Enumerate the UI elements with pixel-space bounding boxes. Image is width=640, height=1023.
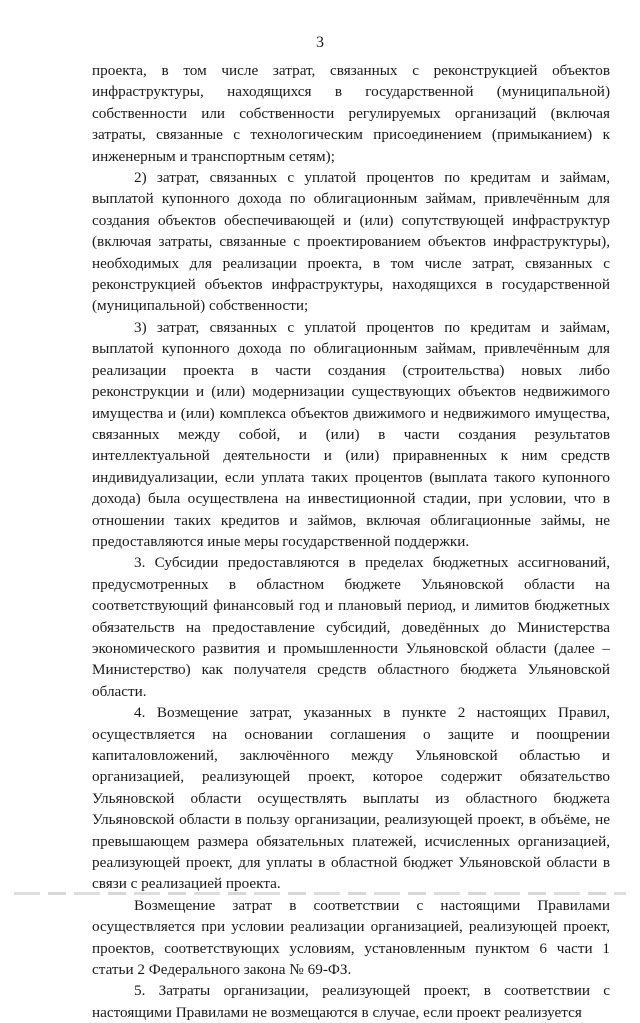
paragraph-continuation: проекта, в том числе затрат, связанных с реконструкцией объектов инфраструктуры, находящихся в государственной (муниципальной) собственности или собственности регулируемых организаций (включая затраты, связанные с технологическим присоединением (примыканием) к инженерным и транспортным сетям);	[92, 62, 610, 165]
page-number: 3	[316, 34, 324, 51]
paragraph-clause-5: 5. Затраты организации, реализующей проект, в соответствии с настоящими Правилами не возмещаются в случае, если проект реализуется	[92, 982, 610, 1021]
paragraph-clause-3: 3. Субсидии предоставляются в пределах бюджетных ассигнований, предусмотренных в областном бюджете Ульяновской области на соответствующий финансовый год и плановый период, и лимитов бюджетных обязательств на предоставление субсидий, доведённых до Министерства экономического развития и промышленности Ульяновской области (далее – Министерство) как получателя средств областного бюджета Ульяновской области.	[92, 554, 610, 700]
paragraph-clause-4-continued: Возмещение затрат в соответствии с настоящими Правилами осуществляется при условии реализации организацией, реализующей проект, проектов, соответствующих условиям, установленным пунктом 6 части 1 статьи 2 Федерального закона № 69-ФЗ.	[92, 896, 610, 979]
scan-artifact-line	[14, 892, 626, 895]
paragraph-clause-4: 4. Возмещение затрат, указанных в пункте 2 настоящих Правил, осуществляется на основании соглашения о защите и поощрении капиталовложений, заключённого между Ульяновской областью и организацией, реализующей проект, которое содержит обязательство Ульяновской области осуществлять выплаты из областного бюджета Ульяновской области в пользу организации, реализующей проект, в объёме, не превышающем размера обязательных платежей, исчисленных организацией, реализующей проект, для уплаты в областной бюджет Ульяновской области в связи с реализацией проекта.	[92, 704, 610, 893]
document-body	[92, 60, 610, 1023]
paragraph-item-3: 3) затрат, связанных с уплатой процентов по кредитам и займам, выплатой купонного дохода по облигационным займам, привлечённым для реализации проекта в части создания (строительства) новых либо реконструкции и (или) модернизации существующих объектов недвижимого имущества и (или) комплекса объектов движимого и недвижимого имущества, связанных между собой, и (или) в части создания результатов интеллектуальной деятельности и (или) приравненных к ним средств индивидуализации, если уплата таких процентов (выплата такого купонного дохода) была осуществлена на инвестиционной стадии, при условии, что в отношении таких кредитов и займов, включая облигационные займы, не предоставляются иные меры государственной поддержки.	[92, 318, 610, 550]
paragraph-item-2: 2) затрат, связанных с уплатой процентов по кредитам и займам, выплатой купонного дохода по облигационным займам, привлечённым для создания объектов обеспечивающей и (или) сопутствующей инфраструктур (включая затраты, связанные с проектированием объектов инфраструктуры), необходимых для реализации проекта, в том числе затрат, связанных с реконструкцией объектов инфраструктуры, находящихся в государственной (муниципальной) собственности;	[92, 169, 610, 315]
